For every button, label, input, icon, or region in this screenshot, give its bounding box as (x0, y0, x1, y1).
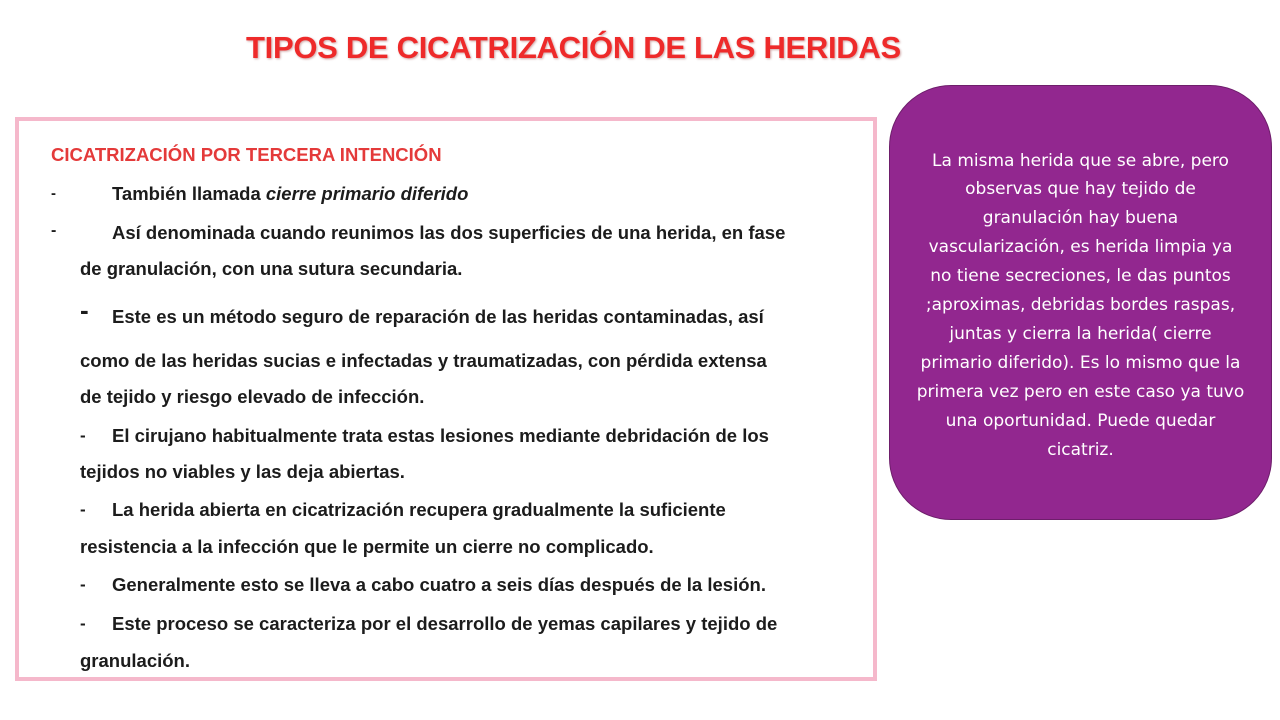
list-item-line: Generalmente esto se lleva a cabo cuatro a seis días después de la lesión. (112, 574, 766, 595)
content-panel (15, 117, 877, 681)
list-item-line: tejidos no viables y las deja abiertas. (80, 461, 405, 482)
list-item-line: El cirujano habitualmente trata estas lesiones mediante debridación de los (112, 425, 769, 446)
bullet-dash: - (80, 575, 86, 594)
bullet-dash: - (80, 426, 86, 445)
list-item-line: granulación. (80, 650, 190, 671)
note-text: La misma herida que se abre, pero observas que hay tejido de granulación hay buena vascularización, es herida limpia ya no tiene secreciones, le das puntos ;aproximas, debridas bordes raspas, juntas y cierra la herida( cierre primario diferido). Es lo mismo que la primera vez pero en este caso ya tuvo una oportunidad. Puede quedar cicatriz. (916, 150, 1245, 460)
list-item-emphasis: cierre primario diferido (265, 183, 469, 204)
bullet-dash: - (80, 614, 86, 633)
list-item-line: Así denominada cuando reunimos las dos superficies de una herida, en fase (112, 222, 786, 243)
list-item-line: Este es un método seguro de reparación de las heridas contaminadas, así (112, 306, 764, 327)
list-item (112, 183, 468, 205)
list-item-line: como de las heridas sucias e infectadas y traumatizadas, con pérdida extensa (80, 350, 767, 371)
list-item-line: Este proceso se caracteriza por el desarrollo de yemas capilares y tejido de (112, 613, 778, 634)
list-item-line: de tejido y riesgo elevado de infección. (80, 386, 425, 407)
bullet-dash: - (51, 222, 57, 239)
list-item-line: resistencia a la infección que le permite un cierre no complicado. (80, 536, 654, 557)
list-item-lead: También llamada (112, 183, 266, 204)
section-heading: CICATRIZACIÓN POR TERCERA INTENCIÓN (51, 144, 442, 165)
bullet-dash: - (80, 295, 89, 325)
bullet-dash: - (80, 500, 86, 519)
bullet-dash: - (51, 185, 56, 202)
slide-title: TIPOS DE CICATRIZACIÓN DE LAS HERIDAS (246, 30, 901, 65)
note-callout (889, 85, 1272, 520)
list-item-line: de granulación, con una sutura secundaria. (80, 258, 463, 279)
list-item-line: La herida abierta en cicatrización recupera gradualmente la suficiente (112, 499, 726, 520)
